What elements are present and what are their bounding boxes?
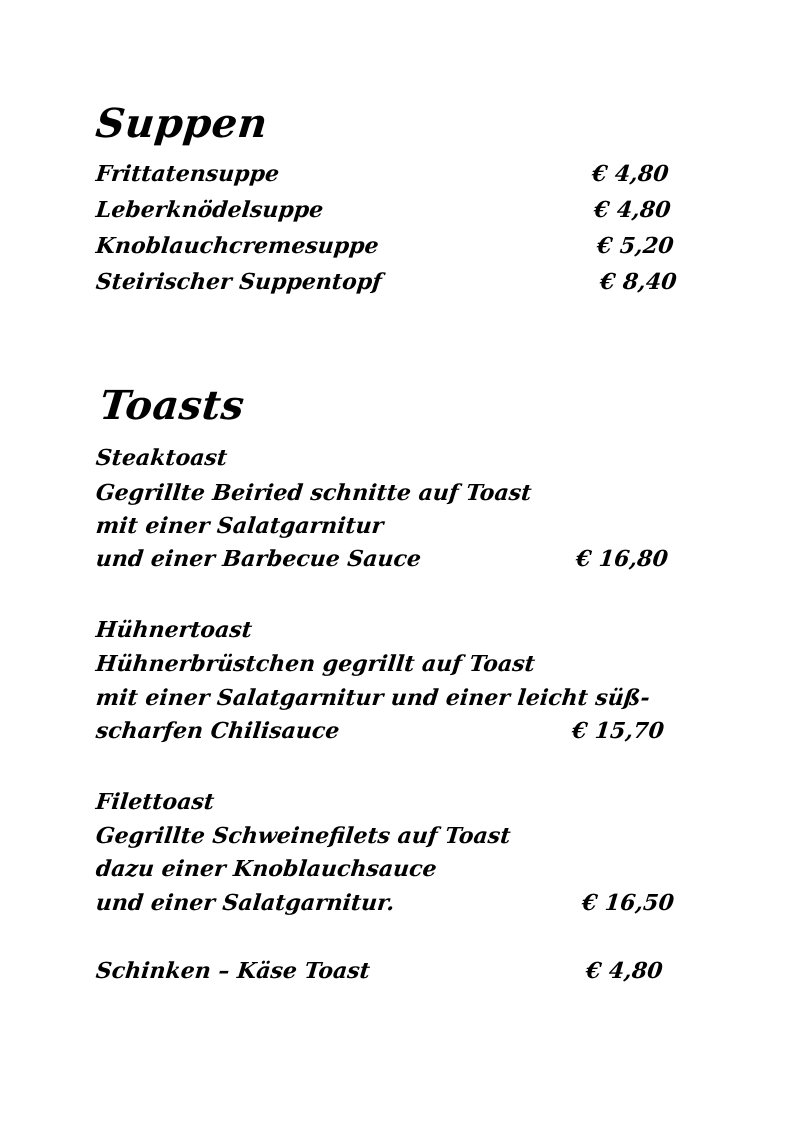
toast-item-price: € 16,50 [580, 890, 676, 916]
toast-item-price: € 4,80 [584, 958, 664, 984]
toast-item-name: Filettoast [94, 789, 216, 815]
toast-item-description: Gegrillte Schweinefilets auf Toast [94, 823, 512, 849]
menu-item-name: Leberknödelsuppe [94, 197, 325, 223]
toast-item-description: Gegrillte Beiried schnitte auf Toast [94, 480, 533, 506]
toasts-heading: Toasts [97, 382, 247, 429]
toast-item-description: dazu einer Knoblauchsauce [94, 856, 438, 882]
menu-item-price: € 4,80 [592, 197, 672, 223]
toast-item-description: und einer Salatgarnitur. [94, 890, 396, 916]
toast-item-name: Schinken – Käse Toast [94, 958, 372, 984]
toast-item-description: Hühnerbrüstchen gegrillt auf Toast [94, 651, 537, 677]
menu-item-price: € 8,40 [598, 269, 678, 295]
toast-item-name: Steaktoast [94, 445, 229, 471]
toast-item-name: Hühnertoast [94, 617, 254, 643]
toast-item-price: € 15,70 [570, 718, 666, 744]
toast-item-price: € 16,80 [574, 546, 670, 572]
menu-item-price: € 5,20 [595, 233, 675, 259]
menu-item-name: Frittatensuppe [94, 161, 281, 187]
toast-item-description: mit einer Salatgarnitur [94, 513, 385, 539]
suppen-heading: Suppen [93, 100, 270, 147]
menu-item-name: Knoblauchcremesuppe [94, 233, 380, 259]
toast-item-description: und einer Barbecue Sauce [94, 546, 423, 572]
menu-item-price: € 4,80 [590, 161, 670, 187]
menu-item-name: Steirischer Suppentopf [94, 269, 384, 295]
toast-item-description: mit einer Salatgarnitur und einer leicht süß- [94, 685, 652, 711]
toast-item-description: scharfen Chilisauce [94, 718, 341, 744]
